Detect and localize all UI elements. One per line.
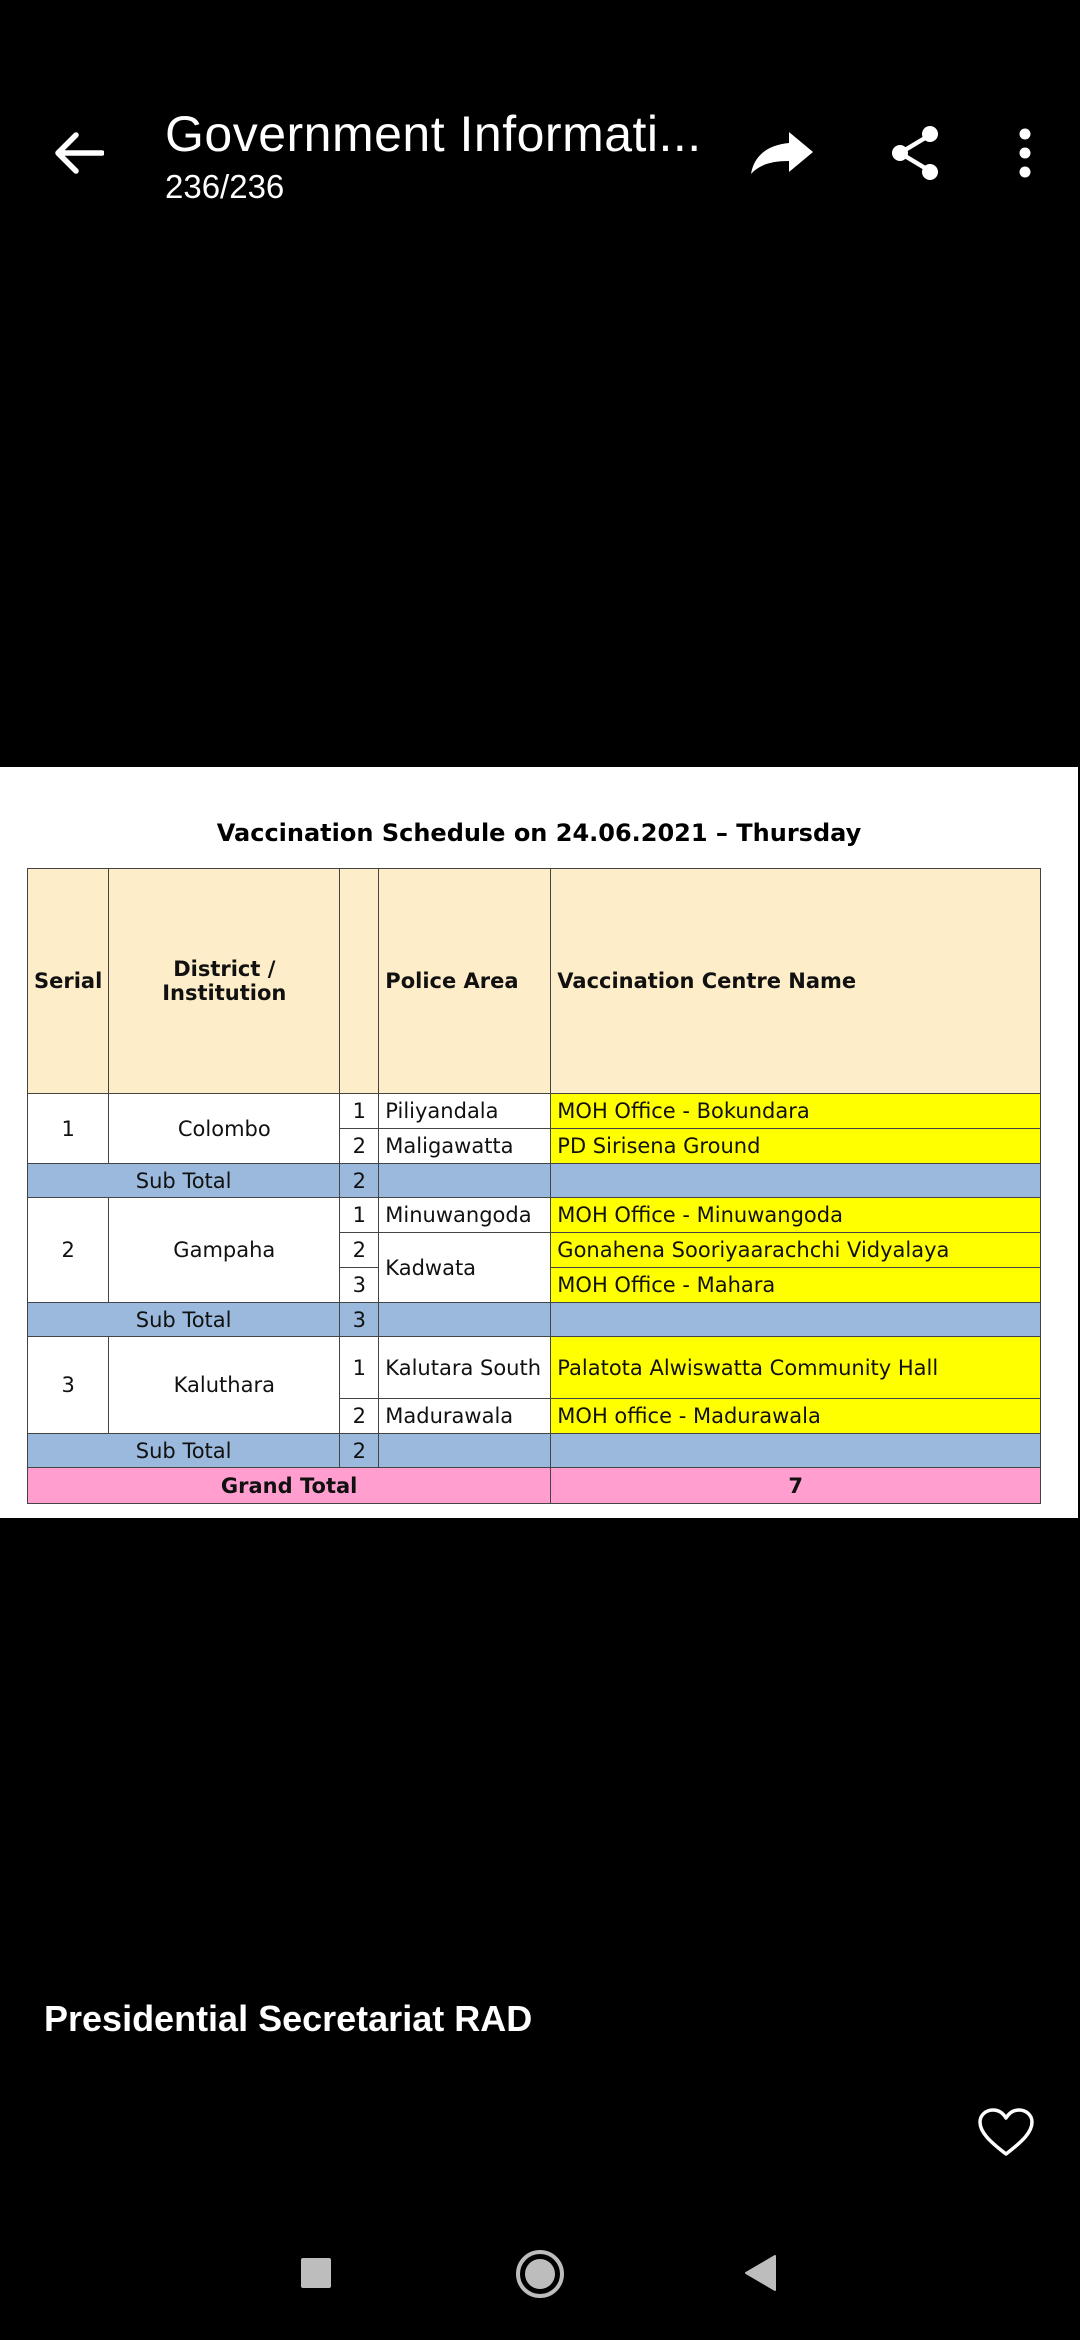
serial-cell: 1 bbox=[28, 1094, 109, 1164]
header-vaccination-centre: Vaccination Centre Name bbox=[551, 869, 1041, 1094]
table-header-row bbox=[28, 869, 1041, 1094]
header-police-area: Police Area bbox=[379, 869, 551, 1094]
serial-cell: 3 bbox=[28, 1337, 109, 1434]
forward-button[interactable] bbox=[742, 118, 822, 188]
back-arrow-icon bbox=[52, 131, 104, 175]
image-caption: Presidential Secretariat RAD bbox=[44, 1998, 533, 2039]
more-options-button[interactable] bbox=[1000, 115, 1050, 190]
subtotal-empty-cell bbox=[379, 1303, 551, 1337]
centre-cell: MOH Office - Bokundara bbox=[551, 1094, 1041, 1129]
forward-icon bbox=[749, 130, 815, 176]
share-icon bbox=[890, 125, 940, 181]
grand-total-label: Grand Total bbox=[28, 1468, 551, 1504]
subtotal-row bbox=[28, 1303, 1041, 1337]
number-cell: 2 bbox=[340, 1129, 379, 1164]
subtotal-empty-cell bbox=[379, 1434, 551, 1468]
police-area-cell: Minuwangoda bbox=[379, 1198, 551, 1233]
header-number bbox=[340, 869, 379, 1094]
number-cell: 1 bbox=[340, 1337, 379, 1399]
subtotal-empty-cell bbox=[551, 1164, 1041, 1198]
subtotal-empty-cell bbox=[551, 1434, 1041, 1468]
police-area-cell: Maligawatta bbox=[379, 1129, 551, 1164]
subtotal-value: 2 bbox=[340, 1434, 379, 1468]
image-counter: 236/236 bbox=[165, 168, 285, 205]
subtotal-empty-cell bbox=[551, 1303, 1041, 1337]
centre-cell: MOH Office - Minuwangoda bbox=[551, 1198, 1041, 1233]
header-district: District / Institution bbox=[109, 869, 340, 1094]
centre-cell: Palatota Alwiswatta Community Hall bbox=[551, 1337, 1041, 1399]
centre-cell: Gonahena Sooriyaarachchi Vidyalaya bbox=[551, 1233, 1041, 1268]
subtotal-value: 3 bbox=[340, 1303, 379, 1337]
recents-button[interactable] bbox=[298, 2255, 334, 2291]
subtotal-label: Sub Total bbox=[28, 1303, 340, 1337]
subtotal-label: Sub Total bbox=[28, 1164, 340, 1198]
heart-outline-icon bbox=[977, 2108, 1035, 2158]
number-cell: 2 bbox=[340, 1399, 379, 1434]
more-vert-icon bbox=[1018, 128, 1032, 178]
document-image[interactable] bbox=[0, 767, 1078, 1518]
recents-square-icon bbox=[300, 2257, 332, 2289]
number-cell: 2 bbox=[340, 1233, 379, 1268]
share-button[interactable] bbox=[875, 115, 955, 190]
subtotal-row bbox=[28, 1164, 1041, 1198]
nav-back-button[interactable] bbox=[742, 2253, 778, 2293]
number-cell: 1 bbox=[340, 1094, 379, 1129]
like-button[interactable] bbox=[975, 2105, 1037, 2160]
back-triangle-icon bbox=[743, 2254, 777, 2292]
table-row bbox=[28, 1337, 1041, 1399]
district-cell: Colombo bbox=[109, 1094, 340, 1164]
centre-cell: MOH Office - Mahara bbox=[551, 1268, 1041, 1303]
centre-cell: PD Sirisena Ground bbox=[551, 1129, 1041, 1164]
police-area-cell: Piliyandala bbox=[379, 1094, 551, 1129]
home-button[interactable] bbox=[514, 2248, 566, 2300]
district-cell: Gampaha bbox=[109, 1198, 340, 1303]
number-cell: 3 bbox=[340, 1268, 379, 1303]
police-area-cell: Kadwata bbox=[379, 1233, 551, 1303]
back-button[interactable] bbox=[38, 118, 118, 188]
grand-total-row bbox=[28, 1468, 1041, 1504]
schedule-table bbox=[27, 868, 1041, 1504]
district-cell: Kaluthara bbox=[109, 1337, 340, 1434]
subtotal-empty-cell bbox=[379, 1164, 551, 1198]
document-title: Vaccination Schedule on 24.06.2021 – Thursday bbox=[216, 819, 862, 847]
header-serial: Serial bbox=[28, 869, 109, 1094]
serial-cell: 2 bbox=[28, 1198, 109, 1303]
page-title: Government Informati... bbox=[165, 106, 702, 162]
subtotal-row bbox=[28, 1434, 1041, 1468]
table-row bbox=[28, 1094, 1041, 1129]
police-area-cell: Madurawala bbox=[379, 1399, 551, 1434]
subtotal-value: 2 bbox=[340, 1164, 379, 1198]
home-circle-icon bbox=[514, 2248, 566, 2300]
top-app-bar bbox=[0, 0, 1080, 300]
table-row bbox=[28, 1198, 1041, 1233]
subtotal-label: Sub Total bbox=[28, 1434, 340, 1468]
centre-cell: MOH office - Madurawala bbox=[551, 1399, 1041, 1434]
number-cell: 1 bbox=[340, 1198, 379, 1233]
police-area-cell: Kalutara South bbox=[379, 1337, 551, 1399]
grand-total-value: 7 bbox=[551, 1468, 1041, 1504]
